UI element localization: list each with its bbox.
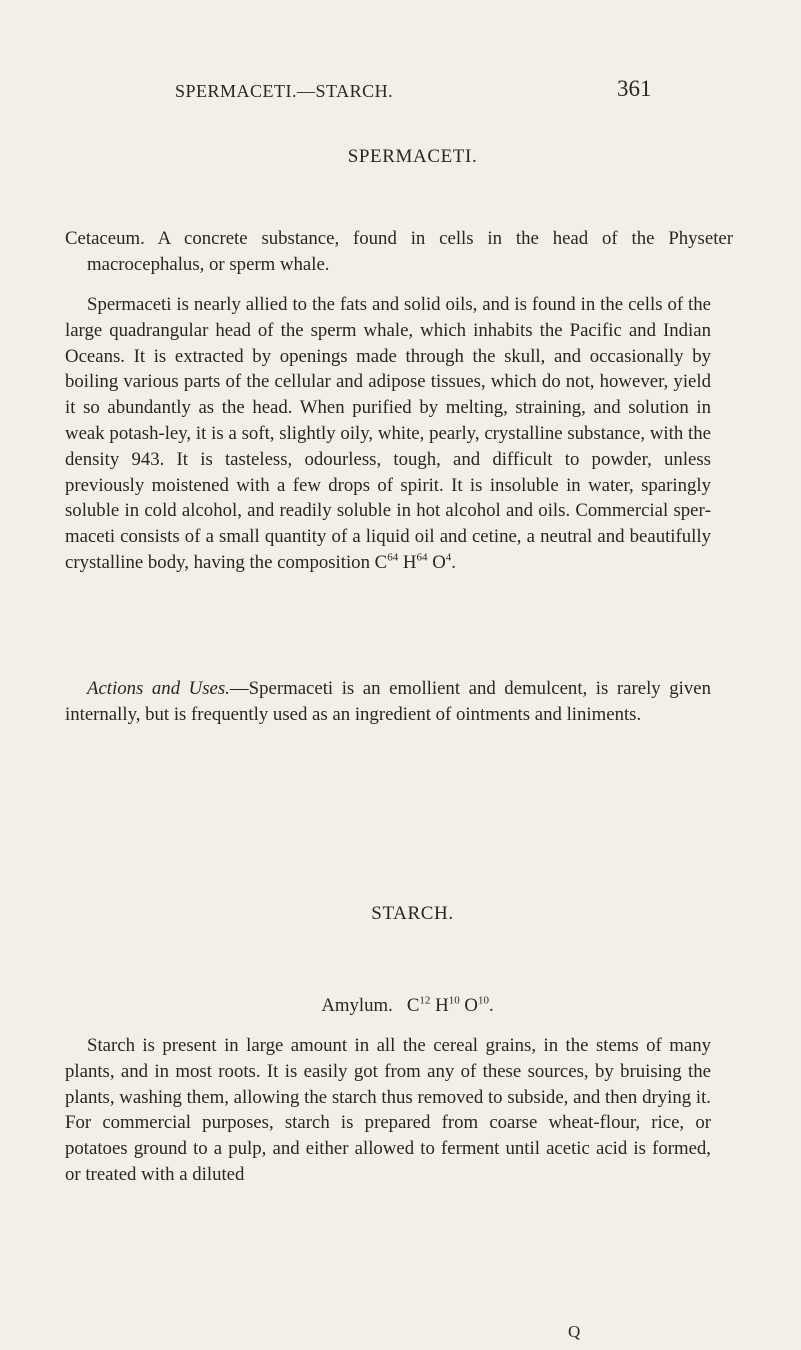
definition-text: Cetaceum. A concrete substance, found in cells in the head of the Physeter macrocephalus, or sperm whale.: [65, 228, 733, 275]
uses-paragraph: [65, 676, 711, 728]
page-number: 361: [617, 76, 652, 101]
uses-heading: Actions and Uses.: [87, 678, 230, 699]
spermaceti-uses: [65, 676, 711, 728]
section-title-starch: STARCH.: [371, 903, 454, 924]
description-text: Spermaceti is nearly allied to the fats and solid oils, and is found in the cells of the large quadrangular head of the sperm whale, which inhabits the Pacific and Indian Oceans. It is extracted by openings made through the skull, and occasionally by boiling various parts of the cellular and adipose tissues, which do not, however, yield it so abundantly as the head. When purified by melting, straining, and solution in weak potash-ley, it is a soft, slightly oily, white, pearly, crystalline substance, with the density 943. It is tasteless, odourless, tough, and difficult to powder, unless previously moistened with a few drops of spirit. It is insoluble in water, sparingly soluble in cold alcohol, and readily soluble in hot alcohol and oils. Commercial spermaceti consists of a small quantity of a liquid oil and cetine, a neutral and beautifully crystalline body, having the composition: [65, 294, 711, 573]
spermaceti-description: [65, 292, 711, 576]
signature-mark: Q: [568, 1322, 581, 1341]
starch-synonym-line: [0, 995, 801, 1017]
uses-text: —Spermaceti is an emollient and demulcent, is rarely given internally, but is frequently used as an ingredient of ointments and liniments.: [65, 678, 711, 725]
spermaceti-definition: [65, 226, 733, 278]
starch-description-text: Starch is present in large amount in all the cereal grains, in the stems of many plants, and in most roots. It is easily got from any of these sources, by bruising the plants, washing them, allowing the starch thus removed to subside, and then drying it. For commercial purposes, starch is prepared from coarse wheat-flour, rice, or potatoes ground to a pulp, and either allowed to ferment until acetic acid is formed, or treated with a diluted: [65, 1035, 711, 1185]
description-paragraph: [65, 292, 711, 576]
starch-formula: $C^{12}$ $H^{10}$ $O^{10}$.: [406, 994, 494, 1016]
starch-synonym: Amylum.: [321, 995, 393, 1016]
starch-description: [65, 1033, 711, 1188]
running-head: SPERMACETI.—STARCH.: [175, 81, 394, 101]
section-title-spermaceti: SPERMACETI.: [347, 146, 478, 167]
cetine-formula: $C^{64}$ $H^{64}$ $O^4$.: [374, 551, 456, 573]
